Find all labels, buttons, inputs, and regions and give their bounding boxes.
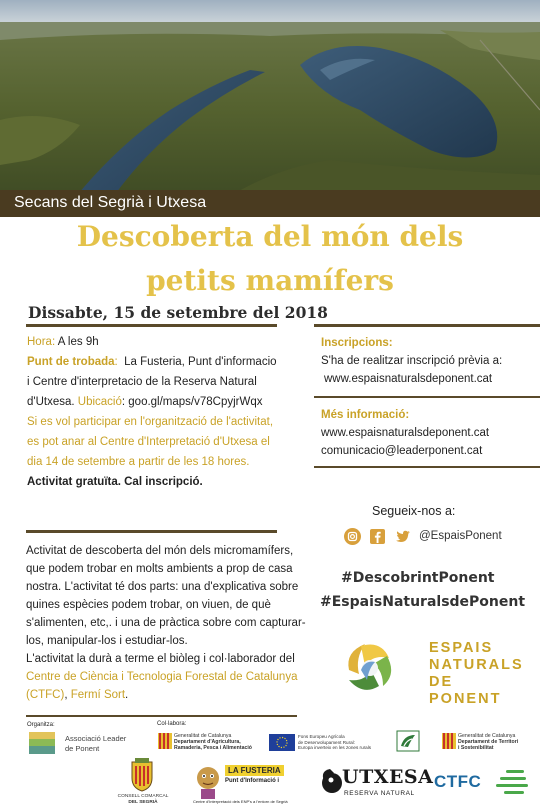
time-value: A les 9h [57, 336, 99, 348]
date-underline [26, 324, 277, 327]
guide-name: Fermí Sort [70, 689, 126, 701]
footer-divider [26, 715, 297, 717]
location-link[interactable]: goo.gl/maps/v78CpyjrWqx [128, 396, 263, 408]
eu-feader-logo [269, 733, 381, 753]
twitter-icon[interactable] [394, 528, 411, 545]
gencat2-line1: Generalitat de Catalunya [458, 733, 516, 739]
gencat2-line2: Departament de Territori [458, 739, 519, 745]
utxesa-subtitle: RESERVA NATURAL [344, 790, 415, 797]
leader-emblem-icon [396, 730, 420, 752]
instagram-icon[interactable] [344, 528, 361, 545]
activity-description [26, 542, 310, 704]
eu-line1: Fons Europeu Agrícola [298, 734, 345, 739]
social-title: Segueix-nos a: [372, 504, 456, 518]
more-info-web[interactable]: www.espaisnaturalsdeponent.cat [321, 427, 490, 439]
event-date: Dissabte, 15 de setembre del 2018 [28, 303, 328, 322]
guide-separator: , [64, 689, 71, 701]
ctfc-name: CTFC [434, 772, 482, 791]
registration-url[interactable]: www.espaisnaturalsdeponent.cat [324, 373, 493, 385]
brand-line3: DE PONENT [429, 674, 502, 707]
fusteria-line1: Punt d'Informació i [225, 778, 280, 784]
meeting-point-label: Punt de trobada [27, 356, 115, 368]
leader-line2: de Ponent [65, 744, 100, 753]
facebook-icon[interactable] [369, 528, 386, 545]
organitza-label: Organitza: [27, 722, 55, 728]
hashtag-2: #EspaisNaturalsdePonent [320, 594, 526, 610]
catalonia-flag-icon [158, 733, 172, 749]
registration-text: S'ha de realitzar inscripció prèvia a: [321, 355, 503, 367]
gencat-agricultura-logo [158, 731, 266, 751]
eu-flag-icon [269, 734, 295, 751]
registration-section [321, 334, 521, 388]
time-label: Hora [27, 336, 52, 348]
ctfc-tree-icon [496, 768, 532, 798]
wetland-landscape-photo [0, 0, 540, 217]
brand-line1: ESPAIS [429, 640, 494, 656]
more-info-label: Més informació: [321, 409, 410, 421]
fusteria-line2: Centre d'Interpretació dels ENP's a l'entorn de Segrià [193, 799, 288, 804]
hashtag-1: #DescobrintPonent [341, 570, 495, 586]
guide-prefix: L'activitat la durà a terme el biòleg i col·laborador del [26, 653, 295, 665]
time-row: Hora: A les 9h [27, 336, 99, 348]
event-details [27, 332, 277, 492]
leader-ponent-emblem-icon [29, 732, 55, 754]
right-column-divider-bottom [314, 466, 540, 468]
event-title-line2: petits mamífers [146, 264, 394, 297]
registration-label: Inscripcions: [321, 337, 393, 349]
right-column-divider-mid [314, 396, 540, 398]
fusteria-mascot-icon [193, 764, 223, 800]
espais-naturals-emblem-icon [343, 640, 399, 694]
free-activity-note: Activitat gratuïta. Cal inscripció. [27, 476, 203, 488]
la-fusteria-logo [193, 762, 298, 806]
consell-line2: DEL SEGRIÀ [128, 800, 158, 805]
guide-info [26, 650, 310, 704]
region-banner [0, 190, 540, 217]
region-label: Secans del Segrià i Utxesa [14, 194, 207, 211]
gencat1-line1: Generalitat de Catalunya [174, 733, 232, 739]
organization-note: Si es vol participar en l'organització de l'activitat, es pot anar al Centre d'Interpretació d'Utxesa el dia 14 de setembre a partir de les 18 hores. [27, 416, 274, 468]
eu-line3: Europa inverteix en les zones rurals [298, 745, 372, 751]
hero-image [0, 0, 540, 217]
consell-line1: CONSELL COMARCAL [117, 794, 169, 799]
social-links [344, 526, 502, 546]
left-column-divider [26, 530, 277, 533]
collabora-label: Col·labora: [157, 721, 187, 727]
brand-line2: NATURALS [429, 657, 524, 673]
location-label: Ubicació [77, 396, 122, 408]
ctfc-logo [434, 768, 534, 800]
meeting-point-value: La Fusteria, Punt d'informacio i Centre d'interpretacio de la Reserva Natural d'Utxesa. [27, 356, 277, 408]
espais-naturals-wordmark [429, 640, 524, 708]
utxesa-logo [318, 763, 434, 801]
consell-comarcal-logo [113, 758, 173, 808]
meeting-point-row: Punt de trobada: La Fusteria, Punt d'informacio i Centre d'interpretacio de la Reserva Natural d'Utxesa. Ubicació: goo.gl/maps/v78CpyjrWqx [27, 356, 277, 408]
more-info-email[interactable]: comunicacio@leaderponent.cat [321, 445, 483, 457]
gencat2-line3: i Sostenibilitat [458, 745, 494, 751]
eu-line2: de Desenvolupament Rural: [298, 739, 355, 745]
guide-end: . [125, 689, 129, 701]
right-column-divider-top [314, 324, 540, 327]
description-text: Activitat de descoberta del món dels micromamífers, que podem trobar en molts ambients a prop de casa nostra. L'activitat té dos parts: una d'explicativa sobre quines espècies podem trobar, on viuen, de què s'alimenten, etc,. i una de pràctica sobre com capturar-los, manipular-los i estudiar-los. [26, 545, 306, 647]
social-handle[interactable]: @EspaisPonent [419, 530, 502, 542]
more-info-section [321, 406, 521, 460]
leader-eu-emblem [396, 730, 420, 752]
espais-naturals-logo [343, 640, 524, 707]
utxesa-name: UTXESA [342, 766, 434, 788]
segria-coat-of-arms-icon [129, 758, 155, 792]
gencat1-line2: Departament d'Agricultura, [174, 739, 241, 745]
leader-ponent-logo [29, 732, 149, 754]
gencat1-line3: Ramaderia, Pesca i Alimentació [174, 745, 252, 751]
catalonia-flag-icon-2 [442, 733, 456, 749]
leader-line1: Associació Leader [65, 734, 127, 743]
gencat-territori-logo [442, 731, 538, 751]
guide-organization: Centre de Ciència i Tecnologia Forestal de Catalunya (CTFC) [26, 671, 298, 701]
fusteria-title: LA FUSTERIA [225, 765, 284, 776]
event-title-line1: Descoberta del món dels [76, 220, 464, 253]
